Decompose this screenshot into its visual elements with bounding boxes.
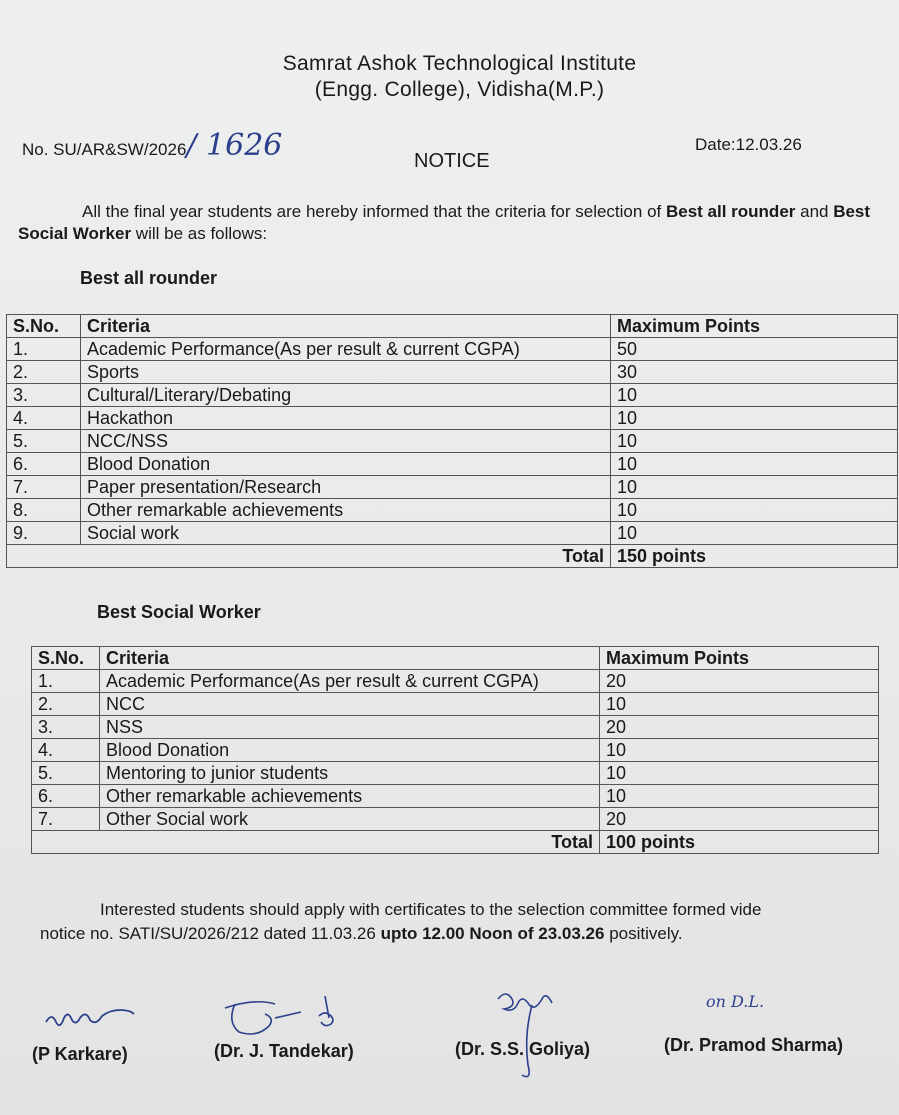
cell-sno: 1. xyxy=(32,670,100,693)
closing-deadline: upto 12.00 Noon of 23.03.26 xyxy=(380,924,605,943)
cell-points: 30 xyxy=(611,361,898,384)
signatory-name: (Dr. Pramod Sharma) xyxy=(664,1035,844,1055)
cell-criteria: Other Social work xyxy=(100,808,600,831)
social-worker-table xyxy=(31,646,879,854)
cell-sno: 4. xyxy=(32,739,100,762)
column-header-criteria: Criteria xyxy=(100,647,600,670)
cell-sno: 9. xyxy=(7,522,81,545)
cell-points: 20 xyxy=(600,808,879,831)
cell-criteria: Social work xyxy=(81,522,611,545)
intro-text-2: and xyxy=(795,202,834,221)
closing-text: notice no. SATI/SU/2026/212 dated 11.03.26 xyxy=(40,924,381,943)
cell-points: 10 xyxy=(600,762,879,785)
total-value: 150 points xyxy=(611,545,898,568)
cell-points: 10 xyxy=(611,476,898,499)
all-rounder-heading: Best all rounder xyxy=(80,268,218,288)
cell-criteria: Sports xyxy=(81,361,611,384)
table-row xyxy=(7,361,898,384)
cell-criteria: Other remarkable achievements xyxy=(81,499,611,522)
column-header-points: Maximum Points xyxy=(611,315,898,338)
cell-points: 10 xyxy=(611,499,898,522)
table-row xyxy=(7,453,898,476)
table-row xyxy=(7,522,898,545)
cell-points: 20 xyxy=(600,670,879,693)
total-value: 100 points xyxy=(600,831,879,854)
cell-sno: 1. xyxy=(7,338,81,361)
cell-sno: 3. xyxy=(32,716,100,739)
table-row xyxy=(7,476,898,499)
cell-sno: 5. xyxy=(32,762,100,785)
signature-karkare xyxy=(40,1000,150,1036)
table-row xyxy=(32,693,879,716)
closing-line-1: Interested students should apply with certificates to the selection committee formed vide xyxy=(100,900,762,919)
table-row xyxy=(32,739,879,762)
cell-criteria: Hackathon xyxy=(81,407,611,430)
intro-text-1: All the final year students are hereby informed that the criteria for selection of xyxy=(82,202,666,221)
cell-sno: 7. xyxy=(32,808,100,831)
notice-date: Date:12.03.26 xyxy=(695,135,802,154)
cell-points: 10 xyxy=(611,430,898,453)
closing-line-2 xyxy=(40,923,683,945)
cell-criteria: Mentoring to junior students xyxy=(100,762,600,785)
handwritten-annotation: on D.L. xyxy=(706,992,765,1011)
signatory-name: (Dr. J. Tandekar) xyxy=(214,1041,354,1061)
cell-criteria: Blood Donation xyxy=(100,739,600,762)
column-header-sno: S.No. xyxy=(7,315,81,338)
cell-sno: 6. xyxy=(7,453,81,476)
cell-sno: 4. xyxy=(7,407,81,430)
cell-points: 10 xyxy=(611,522,898,545)
all-rounder-table xyxy=(6,314,898,568)
signature-goliya xyxy=(488,985,578,1085)
cell-points: 10 xyxy=(611,384,898,407)
cell-points: 10 xyxy=(600,693,879,716)
total-label: Total xyxy=(7,545,611,568)
signatory-name: (Dr. S.S. Goliya) xyxy=(455,1039,591,1059)
closing-text-end: positively. xyxy=(604,924,683,943)
cell-points: 20 xyxy=(600,716,879,739)
cell-sno: 5. xyxy=(7,430,81,453)
reference-number xyxy=(22,128,282,163)
cell-criteria: Cultural/Literary/Debating xyxy=(81,384,611,407)
column-header-criteria: Criteria xyxy=(81,315,611,338)
cell-criteria: Academic Performance(As per result & current CGPA) xyxy=(100,670,600,693)
table-row xyxy=(32,762,879,785)
social-worker-heading: Best Social Worker xyxy=(97,602,261,622)
notice-title: NOTICE xyxy=(414,150,490,172)
table-row xyxy=(7,499,898,522)
cell-criteria: NCC xyxy=(100,693,600,716)
cell-points: 10 xyxy=(600,739,879,762)
total-label: Total xyxy=(32,831,600,854)
cell-points: 10 xyxy=(600,785,879,808)
table-row xyxy=(7,384,898,407)
reference-number-handwritten: / 1626 xyxy=(186,128,283,163)
column-header-sno: S.No. xyxy=(32,647,100,670)
column-header-points: Maximum Points xyxy=(600,647,879,670)
table-row xyxy=(32,716,879,739)
cell-criteria: Academic Performance(As per result & current CGPA) xyxy=(81,338,611,361)
table-row xyxy=(7,430,898,453)
table-total-row xyxy=(7,545,898,568)
cell-criteria: Other remarkable achievements xyxy=(100,785,600,808)
intro-bold-1: Best all rounder xyxy=(665,202,796,221)
table-row xyxy=(32,785,879,808)
intro-paragraph xyxy=(18,201,888,245)
cell-sno: 6. xyxy=(32,785,100,808)
cell-sno: 3. xyxy=(7,384,81,407)
cell-criteria: NSS xyxy=(100,716,600,739)
cell-sno: 7. xyxy=(7,476,81,499)
cell-sno: 8. xyxy=(7,499,81,522)
table-row xyxy=(7,407,898,430)
cell-criteria: Blood Donation xyxy=(81,453,611,476)
table-header-row xyxy=(32,647,879,670)
signatory-name: (P Karkare) xyxy=(32,1044,128,1064)
cell-criteria: NCC/NSS xyxy=(81,430,611,453)
cell-points: 10 xyxy=(611,453,898,476)
intro-bold-2: Best Social Worker xyxy=(18,202,871,243)
cell-criteria: Paper presentation/Research xyxy=(81,476,611,499)
cell-points: 50 xyxy=(611,338,898,361)
reference-number-printed: No. SU/AR&SW/2026 xyxy=(22,140,187,159)
table-row xyxy=(32,670,879,693)
table-header-row xyxy=(7,315,898,338)
intro-text-3: will be as follows: xyxy=(131,224,268,243)
table-total-row xyxy=(32,831,879,854)
cell-points: 10 xyxy=(611,407,898,430)
signature-tandekar xyxy=(215,992,365,1042)
table-row xyxy=(32,808,879,831)
institute-name: Samrat Ashok Technological Institute xyxy=(282,52,637,75)
cell-sno: 2. xyxy=(32,693,100,716)
institute-location: (Engg. College), Vidisha(M.P.) xyxy=(314,78,605,101)
table-row xyxy=(7,338,898,361)
cell-sno: 2. xyxy=(7,361,81,384)
